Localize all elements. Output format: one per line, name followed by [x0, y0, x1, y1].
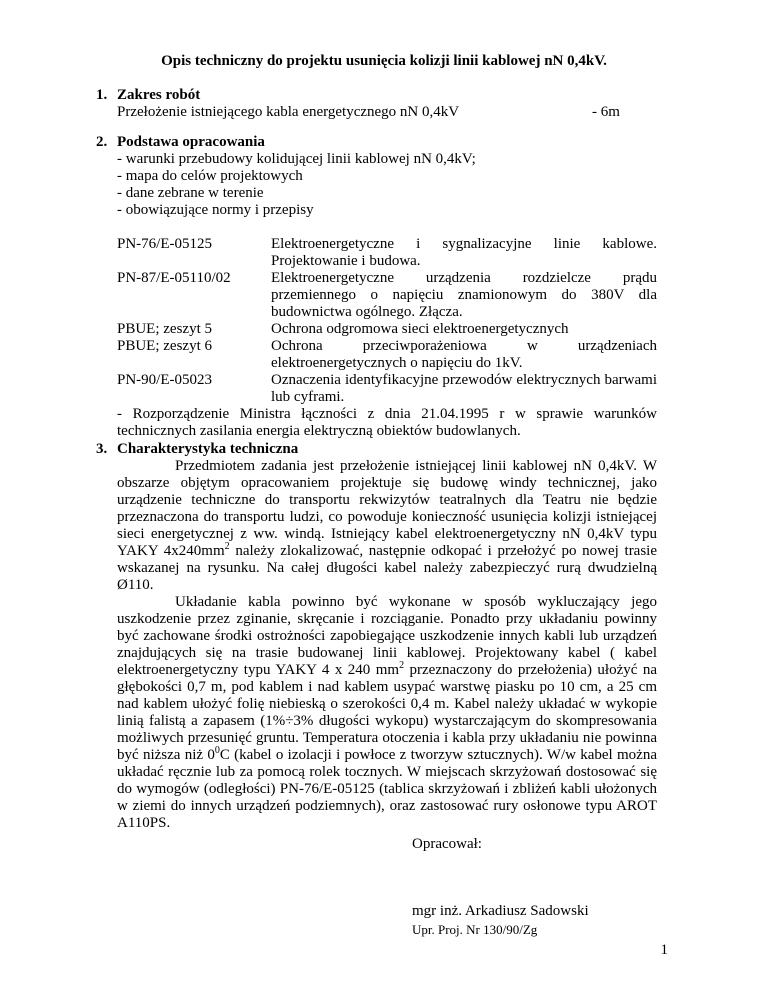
scope-item-quantity: - 6m — [592, 104, 620, 120]
paragraph-text: przeznaczony do przełożenia) ułożyć na głębokości 0,7 m, pod kablem i nad kablem usypać warstwę piasku po 10 cm, a 25 cm nad kablem ułożyć folię niebieską o szerokości 0,4 m. Kabel należy układać w wykopie linią falistą a zapasem (1%÷3% długości wykopu) wystarczającym do skompresowania możliwych przesunięć gruntu. Temperatura otoczenia i kabla przy układaniu nie powinna być niższa niż 0 — [117, 662, 657, 763]
norm-row — [117, 236, 657, 270]
norm-description: Ochrona przeciwporażeniowa w urządzeniach elektroenergetycznych o napięciu do 1kV. — [271, 338, 657, 371]
paragraph-text: Przedmiotem zadania jest przełożenie istniejącej linii kablowej nN 0,4kV. W obszarze objętym opracowaniem projektuje się budowę windy technicznej, jako urządzenie techniczne do transportu rekwizytów teatralnych dla Teatru nie będzie przeznaczona do transportu ludzi, co powoduje konieczność usunięcia kolizji istniejącej sieci energetycznej z ww. windą. Istniejący kabel elektroenergetyczny nN 0,4kV typu YAKY 4x240mm — [117, 458, 657, 559]
document-title: Opis techniczny do projektu usunięcia kolizji linii kablowej nN 0,4kV. — [161, 53, 607, 69]
section-heading: Zakres robót — [117, 87, 201, 103]
norm-code: PN-87/E-05110/02 — [117, 270, 231, 286]
norm-code: PBUE; zeszyt 5 — [117, 321, 212, 337]
scope-item-text: Przełożenie istniejącego kabla energetycznego nN 0,4kV — [117, 104, 460, 120]
norm-description: Elektroenergetyczne i sygnalizacyjne linie kablowe. Projektowanie i budowa. — [271, 236, 657, 269]
norm-description: Ochrona odgromowa sieci elektroenergetycznych — [271, 321, 569, 337]
norm-row — [117, 321, 657, 338]
regulation-note: - Rozporządzenie Ministra łączności z dnia 21.04.1995 r w sprawie warunków technicznych zasilania energia elektryczną obiektów budowlanych. — [117, 406, 657, 439]
section-technical — [96, 441, 658, 832]
paragraph-text: Układanie kabla powinno być wykonane w sposób wykluczający jego uszkodzenie przez zginanie, skręcanie i rozciąganie. Ponadto przy układaniu powinny być zachowane środki ostrożności zapobiegające uszkodzenie innych kabli lub urządzeń znajdujących się na trasie budowanej linii kablowej. Projektowany kabel ( kabel elektroenergetyczny typu YAKY 4 x 240 mm — [117, 594, 657, 678]
paragraph-text: C (kabel o izolacji i powłoce z tworzyw sztucznych). W/w kabel można układać ręcznie lub za pomocą rolek tocznych. W miejscach skrzyżowań dostosować się do wymogów (odległości) PN-76/E-05125 (tablica skrzyżowań i zbliżeń kabli ułożonych w ziemi do innych urządzeń podziemnych), oraz zastosować rury osłonowe typu AROT A110PS. — [117, 747, 657, 831]
norm-row — [117, 338, 657, 372]
section-heading: Podstawa opracowania — [117, 134, 265, 150]
paragraph-1 — [117, 458, 657, 594]
section-number: 2. — [96, 134, 108, 150]
norm-code: PN-76/E-05125 — [117, 236, 212, 252]
superscript: 0 — [214, 745, 220, 756]
list-item: - obowiązujące normy i przepisy — [117, 202, 314, 218]
norm-code: PN-90/E-05023 — [117, 372, 212, 388]
signature-license: Upr. Proj. Nr 130/90/Zg — [412, 922, 538, 937]
list-item: - warunki przebudowy kolidującej linii kablowej nN 0,4kV; — [117, 151, 476, 167]
list-item: - mapa do celów projektowych — [117, 168, 303, 184]
section-basis — [96, 134, 657, 219]
signature-label: Opracował: — [412, 836, 482, 852]
list-item: - dane zebrane w terenie — [117, 185, 264, 201]
section-number: 3. — [96, 441, 108, 457]
page-number: 1 — [660, 942, 668, 958]
section-heading: Charakterystyka techniczna — [117, 441, 299, 457]
signature-name: mgr inż. Arkadiusz Sadowski — [412, 903, 589, 919]
section-number: 1. — [96, 87, 108, 103]
norm-description: Elektroenergetyczne urządzenia rozdzielcze prądu przemiennego o napięciu znamionowym do 380V dla budownictwa ogólnego. Złącza. — [271, 270, 657, 320]
superscript: 2 — [224, 541, 230, 552]
norm-description: Oznaczenia identyfikacyjne przewodów elektrycznych barwami lub cyframi. — [271, 372, 657, 405]
norm-row — [117, 270, 657, 321]
norm-row — [117, 372, 657, 406]
norm-code: PBUE; zeszyt 6 — [117, 338, 212, 354]
superscript: 2 — [399, 660, 405, 671]
norms-list — [117, 236, 657, 440]
paragraph-2 — [117, 594, 657, 832]
section-scope — [96, 87, 657, 121]
scope-item — [117, 104, 657, 121]
paragraph-text: należy zlokalizować, następnie odkopać i przełożyć po nowej trasie wskazanej na rysunku. Na całej długości kabel należy zabezpieczyć rurą dwudzielną Ø110. — [117, 543, 658, 593]
